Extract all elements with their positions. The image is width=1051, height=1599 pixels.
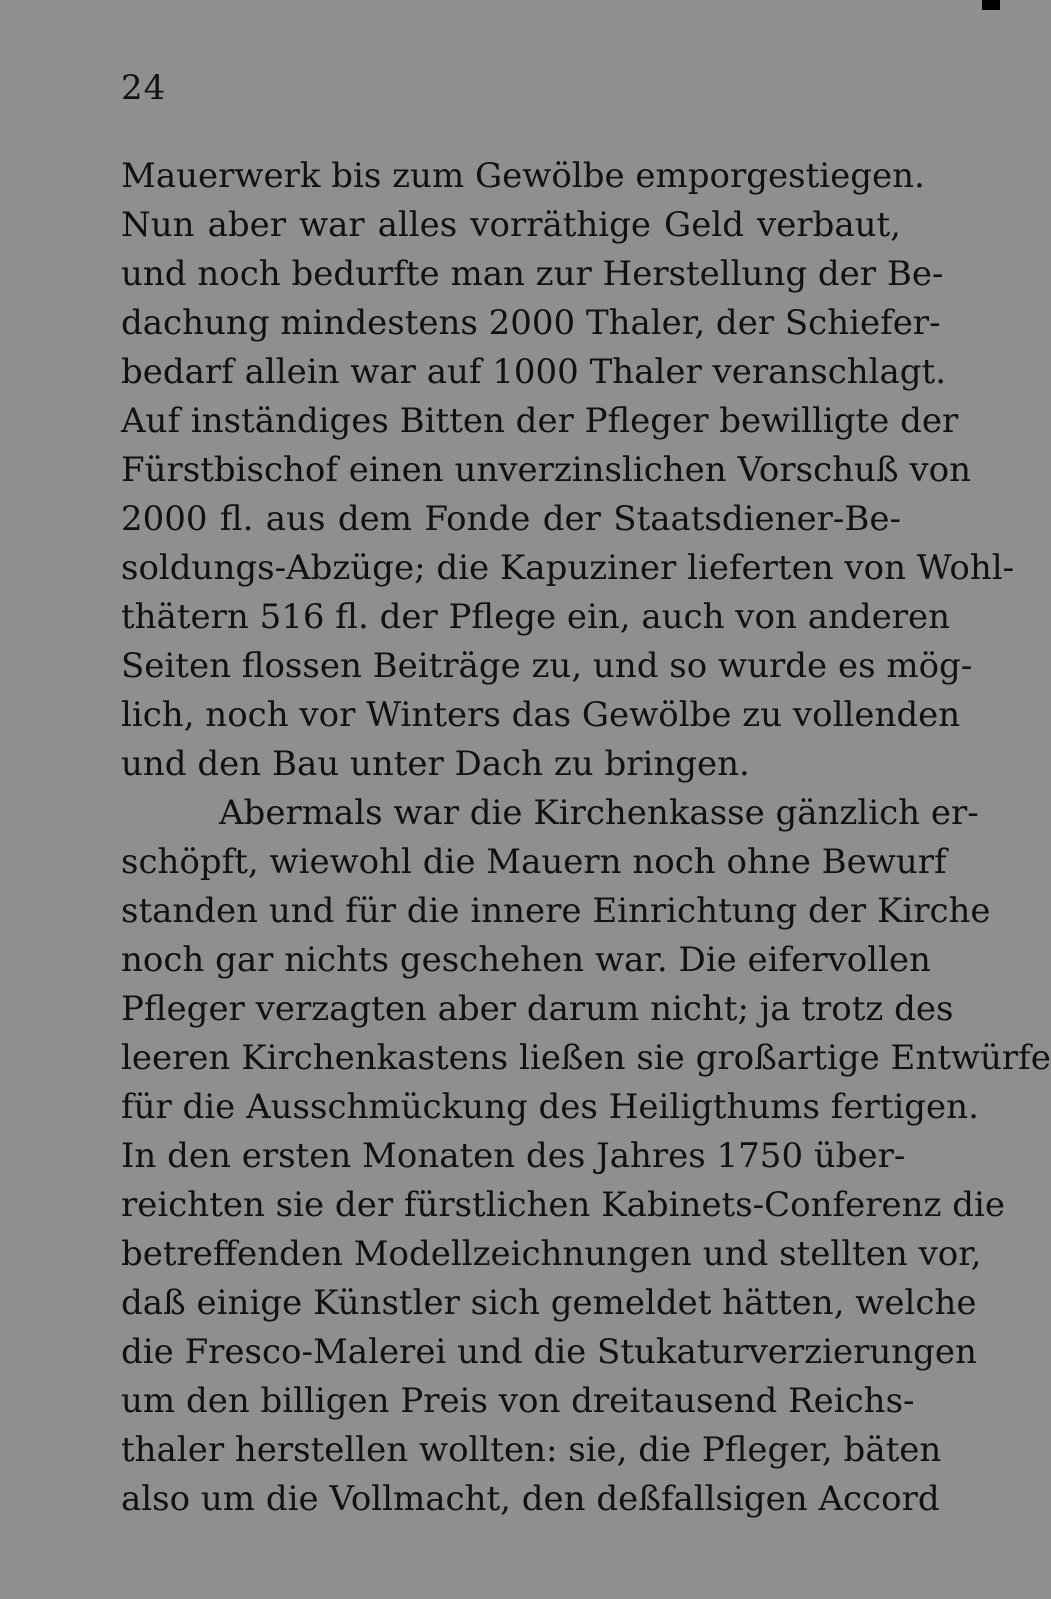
text-line: dachung mindestens 2000 Thaler, der Schiefer- [121, 303, 941, 343]
text-line: daß einige Künstler sich gemeldet hätten, welche [121, 1283, 977, 1323]
paragraph-1 [121, 152, 1015, 789]
text-line: thätern 516 fl. der Pflege ein, auch von anderen [121, 597, 951, 637]
text-line: Auf inständiges Bitten der Pfleger bewilligte der [121, 401, 959, 441]
text-line: Pfleger verzagten aber darum nicht; ja trotz des [121, 989, 954, 1029]
scan-edge-mark [982, 0, 1000, 10]
text-line: Seiten flossen Beiträge zu, und so wurde es mög- [121, 646, 973, 686]
text-line: schöpft, wiewohl die Mauern noch ohne Bewurf [121, 842, 947, 882]
text-line: leeren Kirchenkastens ließen sie großartige Entwürfe [121, 1038, 1051, 1078]
text-line: noch gar nichts geschehen war. Die eifervollen [121, 940, 931, 980]
text-line: Fürstbischof einen unverzinslichen Vorschuß von [121, 450, 972, 490]
text-line: und den Bau unter Dach zu bringen. [121, 744, 750, 784]
text-line: Nun aber war alles vorräthige Geld verbaut, [121, 205, 901, 245]
text-line: Abermals war die Kirchenkasse gänzlich er- [219, 793, 979, 833]
page-number: 24 [121, 68, 167, 108]
text-line: also um die Vollmacht, den deßfallsigen Accord [121, 1479, 940, 1519]
text-line: standen und für die innere Einrichtung der Kirche [121, 891, 991, 931]
text-line: thaler herstellen wollten: sie, die Pfleger, bäten [121, 1430, 942, 1470]
text-line: lich, noch vor Winters das Gewölbe zu vollenden [121, 695, 961, 735]
text-line: reichten sie der fürstlichen Kabinets-Conferenz die [121, 1185, 1005, 1225]
text-line: die Fresco-Malerei und die Stukaturverzierungen [121, 1332, 977, 1372]
text-line: In den ersten Monaten des Jahres 1750 über- [121, 1136, 906, 1176]
text-line: und noch bedurfte man zur Herstellung der Be- [121, 254, 944, 294]
text-line: um den billigen Preis von dreitausend Reichs- [121, 1381, 915, 1421]
text-line: soldungs-Abzüge; die Kapuziner lieferten von Wohl- [121, 548, 1015, 588]
text-line: Mauerwerk bis zum Gewölbe emporgestiegen. [121, 156, 925, 196]
text-line: für die Ausschmückung des Heiligthums fertigen. [121, 1087, 979, 1127]
text-line: betreffenden Modellzeichnungen und stellten vor, [121, 1234, 982, 1274]
paragraph-2 [121, 789, 1051, 1524]
text-line: 2000 fl. aus dem Fonde der Staatsdiener-Be- [121, 499, 901, 539]
text-line: bedarf allein war auf 1000 Thaler veranschlagt. [121, 352, 947, 392]
body-text [121, 152, 1051, 1524]
